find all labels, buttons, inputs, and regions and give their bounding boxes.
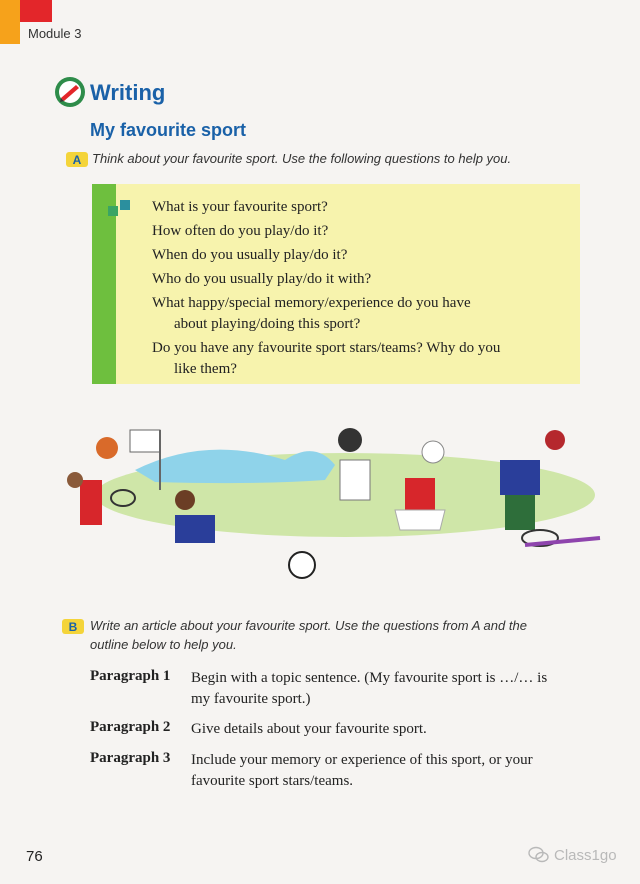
page-number: 76 (26, 848, 43, 865)
question-item: When do you usually play/do it? (152, 247, 348, 263)
watermark: Class1go (528, 846, 617, 864)
question-item: Do you have any favourite sport stars/teams? Why do you like them? (152, 340, 501, 377)
question-item: What happy/special memory/experience do you have about playing/doing this sport? (152, 295, 471, 332)
question-item: How often do you play/do it? (152, 223, 329, 239)
corner-decoration-orange (0, 0, 20, 44)
wechat-icon (528, 846, 550, 864)
part-b-instruction-line1: Write an article about your favourite sport. Use the questions from A and the (90, 618, 527, 633)
decor-square (120, 200, 130, 210)
part-a-instruction: Think about your favourite sport. Use the following questions to help you. (92, 151, 512, 166)
pencil-icon (54, 76, 86, 108)
part-b-badge: B (62, 619, 84, 634)
module-label: Module 3 (28, 26, 82, 41)
sports-illustration (55, 420, 610, 585)
decor-square (108, 206, 118, 216)
section-subtitle: My favourite sport (90, 120, 247, 140)
question-item: What is your favourite sport? (152, 199, 328, 215)
question-item: Who do you usually play/do it with? (152, 271, 372, 287)
question-list (152, 197, 572, 383)
part-b-instruction-line2: outline below to help you. (90, 637, 237, 652)
section-title: Writing (90, 80, 166, 105)
part-a-badge: A (66, 152, 88, 167)
